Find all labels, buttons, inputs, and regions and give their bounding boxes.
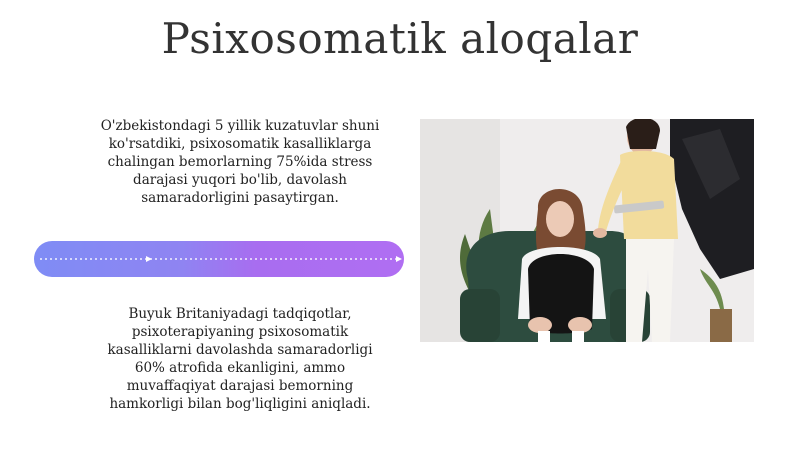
paragraph-uk-study: Buyuk Britaniyadagi tadqiqotlar, psixoterapiyaning psixosomatik kasalliklarni davolashda samaradorligi 60% atrofida ekanligini, ammo muvaffaqiyat darajasi bemorning hamkorligi bilan bog'liqligini aniqladi. [107,306,373,412]
paragraph-uzbekistan-study: O'zbekistondagi 5 yillik kuzatuvlar shuni ko'rsatdiki, psixosomatik kasalliklarga chalingan bemorlarning 75%ida stress darajasi yuqori bo'lib, davolash samaradorligini pasaytirgan. [100,118,380,206]
slide-title: Psixosomatik aloqalar [161,14,639,63]
dotted-line-decoration [34,241,404,277]
gradient-divider [34,241,404,277]
therapy-session-photo [420,119,754,342]
